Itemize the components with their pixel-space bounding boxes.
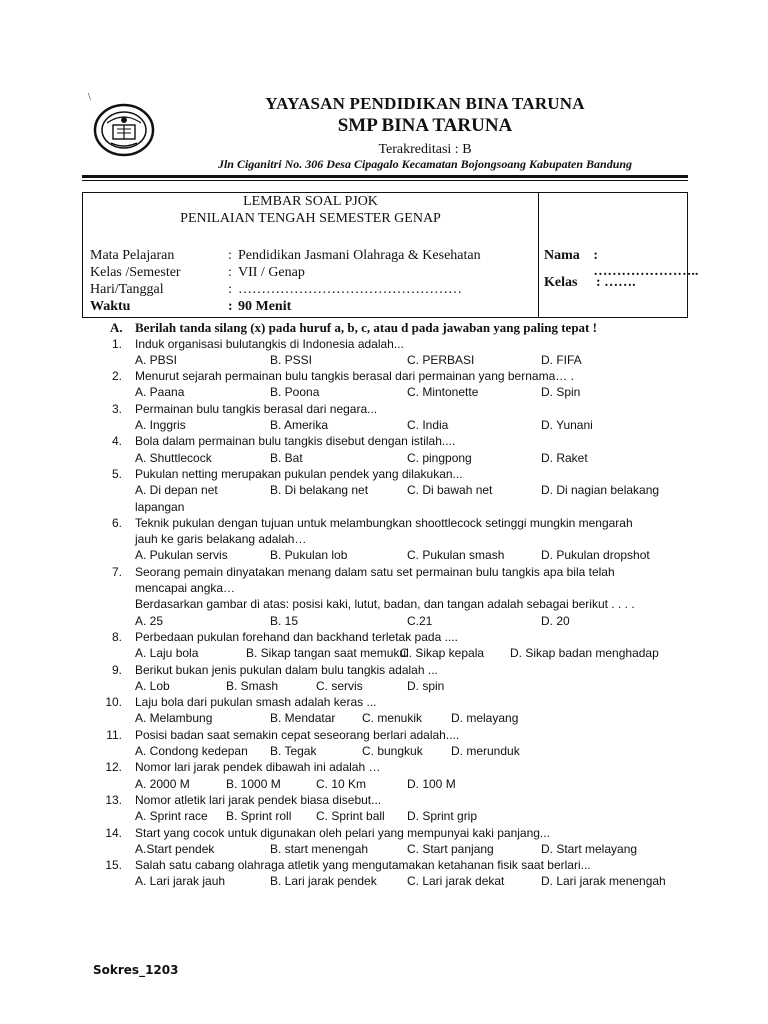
answer-option[interactable]: A. Lob bbox=[135, 678, 170, 693]
answer-option[interactable]: C. pingpong bbox=[407, 450, 472, 465]
answer-option[interactable]: C. Mintonette bbox=[407, 385, 479, 400]
question-text: Salah satu cabang olahraga atletik yang mengutamakan ketahanan fisik saat berlari... bbox=[135, 858, 591, 873]
question-number: 11. bbox=[106, 727, 122, 742]
foundation-name: YAYASAN PENDIDIKAN BINA TARUNA bbox=[265, 94, 585, 113]
question-text: Teknik pukulan dengan tujuan untuk melambungkan shoottlecock setinggi mungkin mengarah bbox=[135, 515, 633, 530]
answer-option[interactable]: D. Raket bbox=[541, 450, 588, 465]
exam-title: PENILAIAN TENGAH SEMESTER GENAP bbox=[180, 211, 441, 226]
answer-option[interactable]: D. 100 M bbox=[407, 776, 456, 791]
header-divider-thin bbox=[82, 180, 688, 181]
school-name: SMP BINA TARUNA bbox=[337, 115, 513, 136]
answer-option[interactable]: A. Laju bola bbox=[135, 646, 199, 661]
school-address: Jln Ciganitri No. 306 Desa Cipagalo Kecamatan Bojongsoang Kabupaten Bandung bbox=[217, 157, 633, 171]
answer-option[interactable]: C. Di bawah net bbox=[407, 483, 493, 498]
colon: : bbox=[228, 265, 232, 280]
time-row bbox=[90, 299, 291, 315]
colon: : bbox=[228, 282, 232, 297]
answer-option[interactable]: B. Sprint roll bbox=[226, 809, 292, 824]
accreditation: Terakreditasi : B bbox=[378, 142, 472, 157]
date-row bbox=[90, 282, 462, 298]
answer-option[interactable]: A. Di depan net bbox=[135, 483, 218, 498]
answer-option[interactable]: D. melayang bbox=[451, 711, 519, 726]
answer-option[interactable]: D. Lari jarak menengah bbox=[541, 874, 666, 889]
question-text: Permainan bulu tangkis berasal dari negara... bbox=[135, 401, 378, 416]
answer-option[interactable]: A. PBSI bbox=[135, 352, 178, 367]
question-number: 13. bbox=[105, 792, 122, 807]
date-label: Hari/Tanggal bbox=[90, 282, 164, 297]
question-text: Posisi badan saat semakin cepat seseorang berlari adalah.... bbox=[135, 727, 460, 742]
instruction-text: Berilah tanda silang (x) pada huruf a, b, c, atau d pada jawaban yang paling tepat ! bbox=[135, 320, 597, 335]
answer-option[interactable]: A.Start pendek bbox=[135, 841, 215, 856]
answer-option[interactable]: A. Paana bbox=[135, 385, 185, 400]
answer-option[interactable]: C. Start panjang bbox=[407, 841, 494, 856]
answer-option[interactable]: B. Di belakang net bbox=[270, 483, 369, 498]
answer-option[interactable]: C. Sikap kepala bbox=[400, 646, 485, 661]
question-text: mencapai angka… bbox=[135, 581, 236, 595]
answer-option[interactable]: D. 20 bbox=[541, 613, 570, 628]
answer-option[interactable]: C. servis bbox=[316, 678, 363, 693]
question-text: Laju bola dari pukulan smash adalah keras ... bbox=[135, 695, 377, 710]
answer-option[interactable]: A. 25 bbox=[135, 613, 164, 628]
answer-option[interactable]: A. Shuttlecock bbox=[135, 450, 212, 465]
question-text: Nomor lari jarak pendek dibawah ini adalah … bbox=[135, 760, 381, 775]
question-text: Seorang pemain dinyatakan menang dalam satu set permainan bulu tangkis apa bila telah bbox=[135, 564, 615, 579]
answer-option[interactable]: C. Pukulan smash bbox=[407, 548, 505, 563]
answer-option[interactable]: B. Tegak bbox=[270, 744, 317, 758]
answer-option[interactable]: B. Sikap tangan saat memukul bbox=[246, 646, 409, 661]
question-number: 14. bbox=[105, 825, 122, 840]
answer-option[interactable]: C. PERBASI bbox=[407, 352, 475, 367]
question-text: Berdasarkan gambar di atas: posisi kaki, lutut, badan, dan tangan adalah sebagai berikut . . . . bbox=[135, 597, 635, 612]
question-number: 8. bbox=[111, 629, 122, 644]
question-text: Start yang cocok untuk digunakan oleh pelari yang mempunyai kaki panjang... bbox=[135, 825, 550, 840]
answer-option[interactable]: D. Sprint grip bbox=[407, 809, 478, 824]
answer-option[interactable]: D. Pukulan dropshot bbox=[541, 548, 650, 563]
answer-option[interactable]: C. Lari jarak dekat bbox=[407, 874, 505, 889]
box-divider bbox=[538, 193, 539, 317]
exam-info-box bbox=[82, 192, 699, 318]
question-number: 9. bbox=[111, 662, 122, 677]
question-number: 1. bbox=[111, 336, 122, 351]
answer-option[interactable]: A. 2000 M bbox=[135, 776, 190, 791]
answer-option[interactable]: A. Lari jarak jauh bbox=[135, 874, 226, 889]
date-value: ………………………………………… bbox=[238, 282, 462, 297]
time-value: 90 Menit bbox=[238, 299, 292, 314]
answer-option[interactable]: B. Smash bbox=[226, 678, 279, 693]
colon: : bbox=[228, 299, 233, 314]
answer-option[interactable]: D. Di nagian belakang bbox=[541, 483, 660, 498]
answer-option[interactable]: C. India bbox=[407, 418, 449, 432]
header-divider bbox=[82, 175, 688, 178]
sheet-title: LEMBAR SOAL PJOK bbox=[243, 194, 378, 209]
class-semester-row bbox=[90, 265, 305, 281]
student-name-blank[interactable]: : ………………….. bbox=[593, 248, 699, 279]
answer-option[interactable]: B. Bat bbox=[270, 450, 303, 465]
answer-option[interactable]: B. Poona bbox=[270, 385, 320, 400]
question-text: Induk organisasi bulutangkis di Indonesia adalah... bbox=[135, 336, 404, 351]
time-label: Waktu bbox=[90, 299, 131, 314]
answer-option[interactable]: B. Mendatar bbox=[270, 711, 336, 726]
question-text: Menurut sejarah permainan bulu tangkis berasal dari permainan yang bernama… . bbox=[135, 369, 574, 384]
question-text: Bola dalam permainan bulu tangkis disebut dengan istilah.... bbox=[135, 434, 456, 449]
student-class-row[interactable] bbox=[544, 275, 636, 291]
question-number: 3. bbox=[111, 401, 122, 416]
subject-row bbox=[90, 248, 481, 264]
school-logo-icon bbox=[93, 103, 155, 157]
answer-option[interactable]: A. Sprint race bbox=[135, 809, 208, 824]
class-semester-value: VII / Genap bbox=[238, 265, 305, 280]
question-number: 15. bbox=[105, 858, 122, 873]
instruction-letter: A. bbox=[110, 320, 123, 335]
answer-option[interactable]: A. Pukulan servis bbox=[135, 548, 228, 563]
answer-option[interactable]: A. Condong kedepan bbox=[135, 744, 248, 758]
answer-option[interactable]: A. Inggris bbox=[135, 418, 186, 432]
class-semester-label: Kelas /Semester bbox=[90, 265, 181, 280]
subject-label: Mata Pelajaran bbox=[90, 248, 175, 263]
student-name-label: Nama bbox=[544, 248, 580, 263]
question-text: Perbedaan pukulan forehand dan backhand terletak pada .... bbox=[135, 629, 458, 644]
question-number: 2. bbox=[111, 369, 122, 384]
student-class-label: Kelas bbox=[544, 275, 578, 290]
answer-option[interactable]: B. start menengah bbox=[270, 841, 369, 856]
answer-option[interactable]: D. spin bbox=[407, 678, 445, 693]
student-class-blank[interactable]: : ……. bbox=[596, 275, 636, 290]
answer-option[interactable]: B. Pukulan lob bbox=[270, 548, 348, 563]
question-number: 6. bbox=[111, 515, 122, 530]
answer-option[interactable]: B. 1000 M bbox=[226, 776, 281, 791]
answer-option[interactable]: D. Spin bbox=[541, 385, 581, 400]
question-number: 4. bbox=[111, 434, 122, 449]
question-number: 5. bbox=[111, 466, 122, 481]
question-text: Pukulan netting merupakan pukulan pendek yang dilakukan... bbox=[135, 466, 463, 481]
colon: : bbox=[228, 248, 232, 263]
answer-option[interactable]: C. menukik bbox=[362, 711, 423, 726]
answer-option[interactable]: C.21 bbox=[407, 613, 433, 628]
footer-code: Sokres_1203 bbox=[93, 963, 179, 977]
answer-option[interactable]: C. Sprint ball bbox=[316, 809, 385, 824]
answer-option[interactable]: D. Start melayang bbox=[541, 841, 638, 856]
question-text: jauh ke garis belakang adalah… bbox=[135, 532, 307, 547]
stray-mark: \ bbox=[88, 92, 91, 103]
question-number: 7. bbox=[111, 564, 122, 579]
answer-option[interactable]: B. Amerika bbox=[270, 418, 329, 432]
answer-option[interactable]: C. bungkuk bbox=[362, 744, 423, 758]
question-number: 12. bbox=[105, 760, 122, 775]
answer-option[interactable]: B. 15 bbox=[270, 613, 299, 628]
answer-option[interactable]: B. PSSI bbox=[270, 352, 313, 367]
answer-option[interactable]: D. Yunani bbox=[541, 418, 593, 432]
answer-option[interactable]: C. 10 Km bbox=[316, 776, 367, 791]
answer-option[interactable]: D. merunduk bbox=[451, 744, 520, 758]
question-number: 10. bbox=[105, 695, 122, 710]
option-continuation: lapangan bbox=[135, 499, 185, 514]
question-text: Berikut bukan jenis pukulan dalam bulu tangkis adalah ... bbox=[135, 662, 438, 677]
question-text: Nomor atletik lari jarak pendek biasa disebut... bbox=[135, 792, 382, 807]
subject-value: Pendidikan Jasmani Olahraga & Kesehatan bbox=[238, 248, 481, 263]
answer-option[interactable]: B. Lari jarak pendek bbox=[270, 874, 377, 889]
answer-option[interactable]: D. FIFA bbox=[541, 352, 582, 367]
answer-option[interactable]: D. Sikap badan menghadap bbox=[510, 646, 659, 661]
answer-option[interactable]: A. Melambung bbox=[135, 711, 213, 726]
